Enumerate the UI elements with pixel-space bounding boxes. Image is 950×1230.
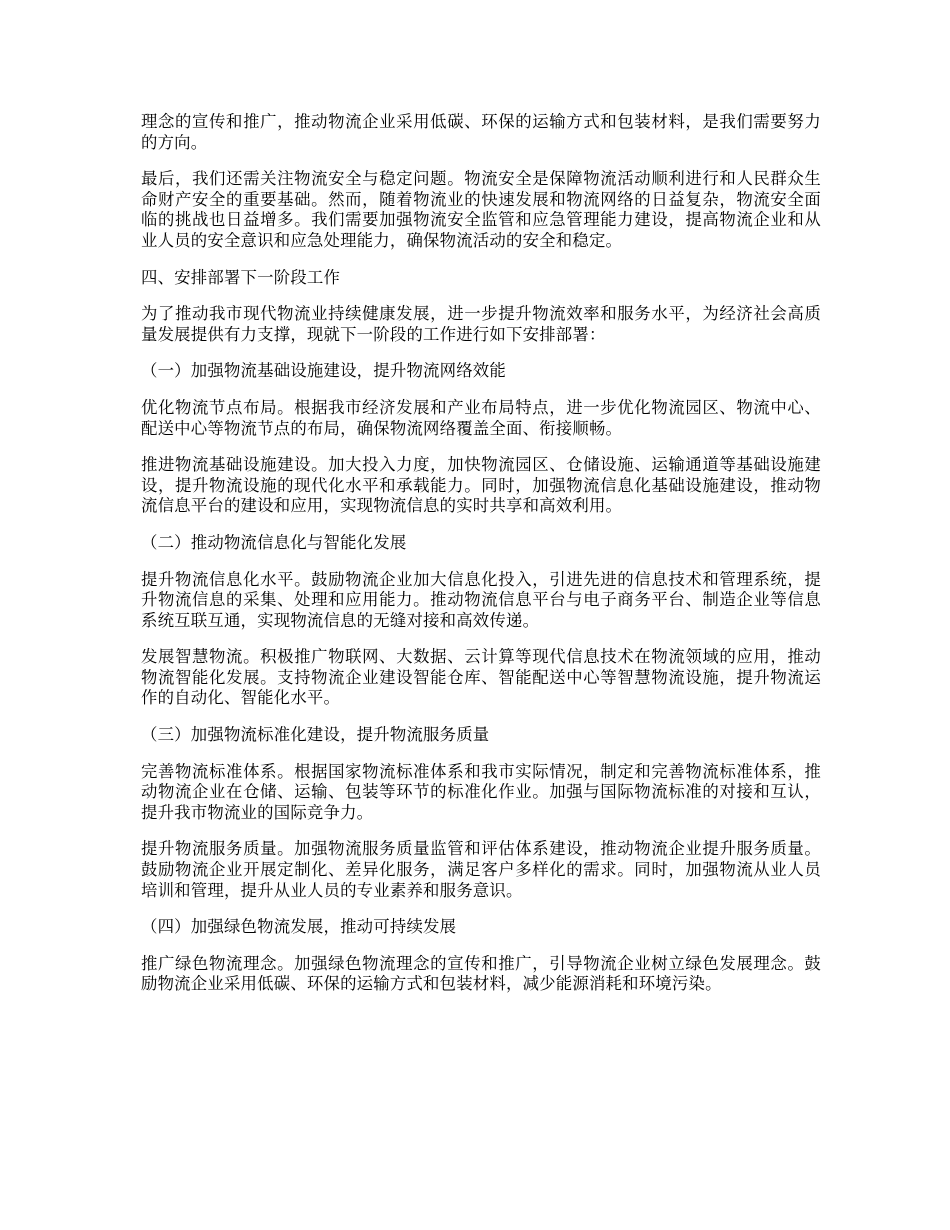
subheading-infrastructure: （一）加强物流基础设施建设，提升物流网络效能 [141,361,506,381]
document-page [141,112,821,1011]
section-heading-next-stage: 四、安排部署下一阶段工作 [141,267,341,287]
paragraph-service-quality: 提升物流服务质量。加强物流服务质量监管和评估体系建设，推动物流企业提升服务质量。鼓励物流企业开展定制化、差异化服务，满足客户多样化的需求。同时，加强物流从业人员培训和管理，提升从业人员的专业素养和服务意识。 [141,839,821,900]
subheading-standardization: （三）加强物流标准化建设，提升物流服务质量 [141,725,490,745]
paragraph-node-layout: 优化物流节点布局。根据我市经济发展和产业布局特点，进一步优化物流园区、物流中心、配送中心等物流节点的布局，确保物流网络覆盖全面、衔接顺畅。 [141,397,821,438]
paragraph-continuation-green-concept: 理念的宣传和推广，推动物流企业采用低碳、环保的运输方式和包装材料，是我们需要努力的方向。 [141,112,821,152]
paragraph-next-stage-intro: 为了推动我市现代物流业持续健康发展，进一步提升物流效率和服务水平，为经济社会高质量发展提供有力支撑，现就下一阶段的工作进行如下安排部署： [141,304,821,344]
paragraph-smart-logistics: 发展智慧物流。积极推广物联网、大数据、云计算等现代信息技术在物流领域的应用，推动物流智能化发展。支持物流企业建设智能仓库、智能配送中心等智慧物流设施，提升物流运作的自动化、智能化水平。 [141,647,821,708]
paragraph-logistics-safety: 最后，我们还需关注物流安全与稳定问题。物流安全是保障物流活动顺利进行和人民群众生命财产安全的重要基础。然而，随着物流业的快速发展和物流网络的日益复杂，物流安全面临的挑战也日益增多。我们需要加强物流安全监管和应急管理能力建设，提高物流企业和从业人员的安全意识和应急处理能力，确保物流活动的安全和稳定。 [141,169,821,250]
subheading-green-logistics: （四）加强绿色物流发展，推动可持续发展 [141,917,457,937]
paragraph-informatization-level: 提升物流信息化水平。鼓励物流企业加大信息化投入，引进先进的信息技术和管理系统，提升物流信息的采集、处理和应用能力。推动物流信息平台与电子商务平台、制造企业等信息系统互联互通，实现物流信息的无缝对接和高效传递。 [141,569,821,630]
paragraph-standard-system: 完善物流标准体系。根据国家物流标准体系和我市实际情况，制定和完善物流标准体系，推动物流企业在仓储、运输、包装等环节的标准化作业。加强与国际物流标准的对接和互认，提升我市物流业的国际竞争力。 [141,761,821,822]
subheading-informatization: （二）推动物流信息化与智能化发展 [141,532,407,552]
paragraph-infrastructure-construction: 推进物流基础设施建设。加大投入力度，加快物流园区、仓储设施、运输通道等基础设施建设，提升物流设施的现代化水平和承载能力。同时，加强物流信息化基础设施建设，推动物流信息平台的建设和应用，实现物流信息的实时共享和高效利用。 [141,455,821,516]
paragraph-green-concept: 推广绿色物流理念。加强绿色物流理念的宣传和推广，引导物流企业树立绿色发展理念。鼓励物流企业采用低碳、环保的运输方式和包装材料，减少能源消耗和环境污染。 [141,953,821,994]
